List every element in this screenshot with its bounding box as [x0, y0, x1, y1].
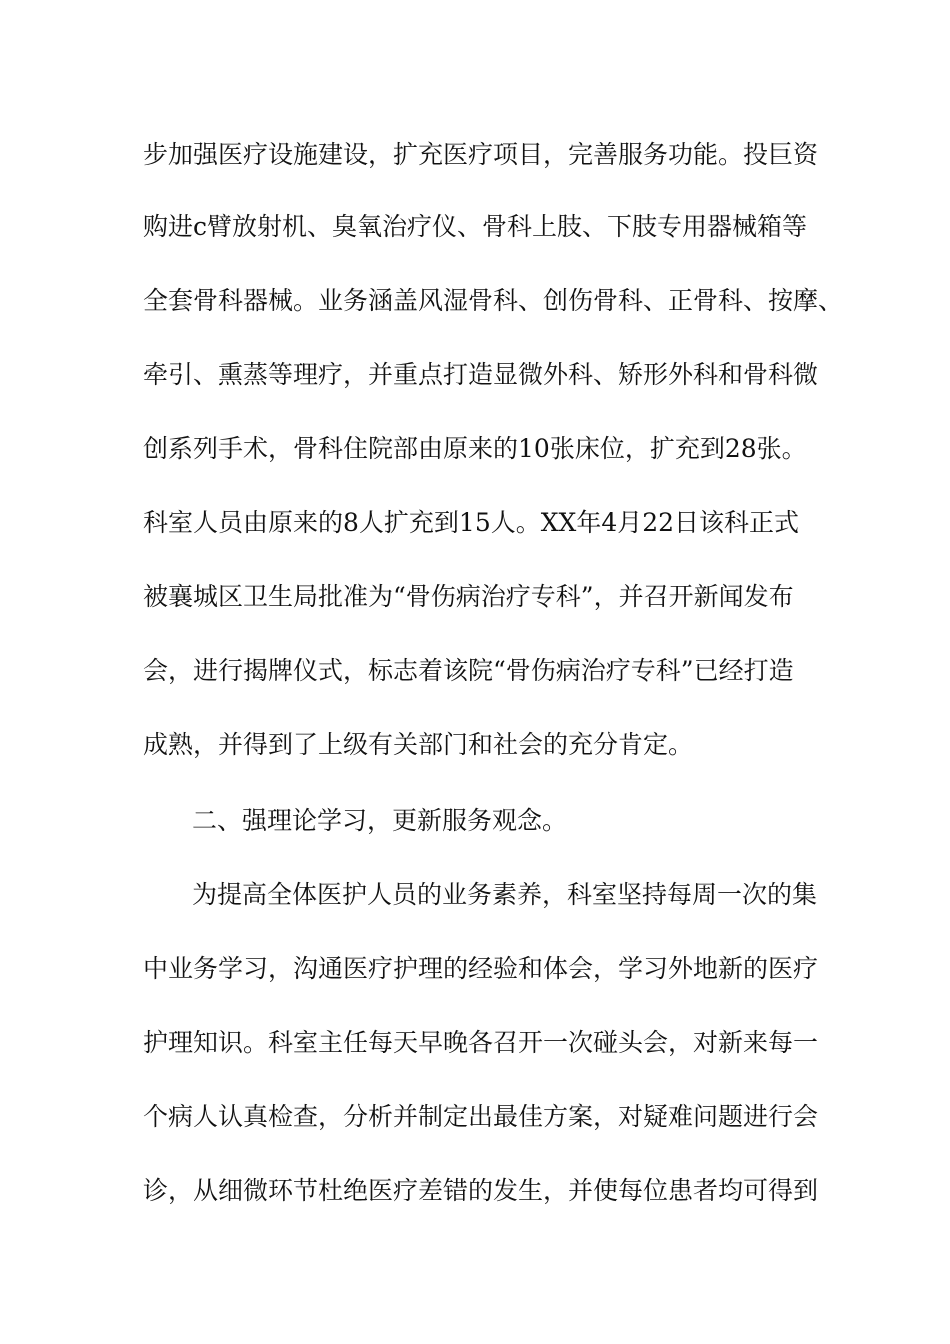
paragraph-line: 科室人员由原来的8人扩充到15人。XX年4月22日该科正式 [143, 508, 800, 537]
section-heading: 二、强理论学习，更新服务观念。 [192, 806, 568, 835]
paragraph-line: 成熟，并得到了上级有关部门和社会的充分肯定。 [143, 730, 694, 759]
paragraph-line: 牵引、熏蒸等理疗，并重点打造显微外科、矫形外科和骨科微 [143, 360, 819, 389]
paragraph-line: 被襄城区卫生局批准为“骨伤病治疗专科”，并召开新闻发布 [143, 582, 794, 611]
paragraph-line: 诊，从细微环节杜绝医疗差错的发生，并使每位患者均可得到 [143, 1176, 819, 1205]
paragraph-line: 护理知识。科室主任每天早晚各召开一次碰头会，对新来每一 [143, 1028, 819, 1057]
paragraph-line: 创系列手术，骨科住院部由原来的10张床位，扩充到28张。 [143, 434, 807, 463]
paragraph-line: 购进c臂放射机、臭氧治疗仪、骨科上肢、下肢专用器械箱等 [143, 212, 808, 241]
paragraph-line: 个病人认真检查，分析并制定出最佳方案，对疑难问题进行会 [143, 1102, 819, 1131]
paragraph-line: 会，进行揭牌仪式，标志着该院“骨伤病治疗专科”已经打造 [143, 656, 794, 685]
paragraph-line: 中业务学习，沟通医疗护理的经验和体会，学习外地新的医疗 [143, 954, 819, 983]
paragraph-line: 全套骨科器械。业务涵盖风湿骨科、创伤骨科、正骨科、按摩、 [143, 286, 844, 315]
paragraph-line: 为提高全体医护人员的业务素养，科室坚持每周一次的集 [192, 880, 818, 909]
paragraph-line: 步加强医疗设施建设，扩充医疗项目，完善服务功能。投巨资 [143, 140, 819, 169]
